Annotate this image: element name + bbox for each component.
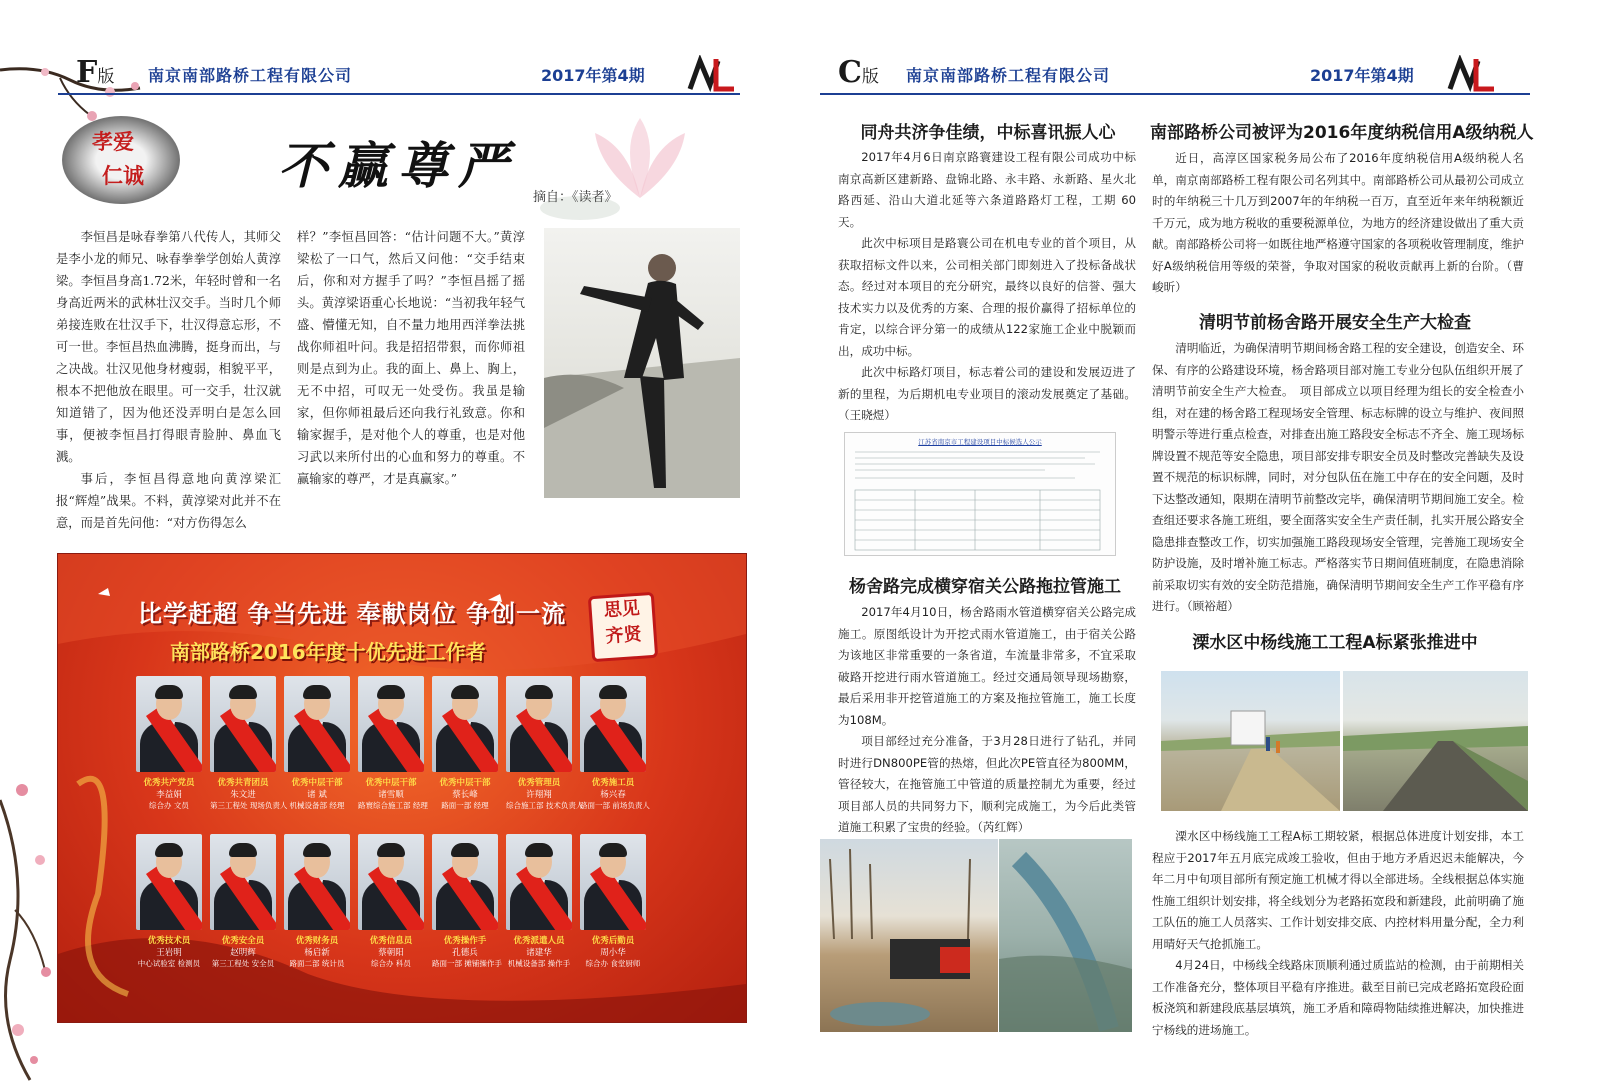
person-portrait [284,676,350,772]
person-portrait [210,676,276,772]
article-paragraph: 2017年4月10日，杨舍路雨水管道横穿宿关公路完成施工。原图纸设计为开挖式雨水管道施工，由于宿关公路为该地区非常重要的一条省道，车流量非常多，不宜采取破路开挖进行雨水管道施工。经过交通局领导现场勘察，最后采用非开挖管道施工的方案及拖拉管施工，施工长度为108M。 [838,605,1136,727]
person-role: 优秀共青团员 [217,778,269,788]
person-name: 赵明辉 [230,948,256,958]
badge-line-2: 仁诚 [102,163,144,188]
person-portrait [432,834,498,930]
person-role: 优秀中层干部 [439,778,491,788]
company-name: 南京南部路桥工程有限公司 [906,66,1111,85]
issue-number: 2017年第4期 [541,66,645,85]
person-name: 蔡朝阳 [378,948,404,958]
person-name: 诸 斌 [307,790,327,800]
person-role: 优秀施工员 [591,778,635,788]
person-portrait [580,834,646,930]
drilling-rig-photo [820,839,998,1032]
person-role: 优秀财务员 [295,936,339,946]
pe-pipe-photo [999,839,1132,1032]
person-unit: 路面一部 前场负责人 [580,801,650,810]
award-person-card [580,834,646,969]
award-person-card [284,676,350,811]
headline-bid-win: 同舟共济争佳绩，中标喜讯振人心 [860,123,1116,143]
person-role: 优秀安全员 [221,936,265,946]
person-role: 优秀中层干部 [365,778,417,788]
article-paragraph: 项目部经过充分准备，于3月28日进行了钻孔，并同时进行DN800PE管的热熔，但此次PE管直径为800MM，管径较大，在拖管施工中管道的质量控制尤为重要，经过项目部人员的共同努力下，顺利完成施工，为今后此类管道施工积累了宝贵的经验。（芮红辉） [838,734,1136,834]
award-subtitle: 南部路桥2016年度十优先进工作者 [170,640,486,664]
person-unit: 第三工程处 现场负责人 [210,801,288,810]
person-unit: 综合施工部 技术负责人 [506,801,584,810]
person-unit: 机械设备部 操作手 [507,959,571,968]
person-name: 王岩明 [156,948,182,958]
person-name: 杨兴春 [600,790,626,800]
person-role: 优秀中层干部 [291,778,343,788]
headline-zhongyang-line: 溧水区中杨线施工工程A标紧张推进中 [1192,633,1478,653]
person-role: 优秀管理员 [517,778,561,788]
person-portrait [358,834,424,930]
masthead-f [0,55,780,99]
article-source: 摘自：《读者》 [533,190,618,205]
document-title: 江苏省南京市工程建设项目中标候选人公示 [918,438,1042,446]
person-unit: 路面二部 统计员 [289,959,345,968]
edition-label: C版 [838,55,879,90]
document-table-graphic [845,446,1115,556]
article-paragraph: 样？”李恒昌回答：“估计问题不大。”黄淳梁松了一口气，然后又问他：“交手结束后，你和对方握手了吗？”李恒昌摇了摇头。黄淳梁语重心长地说：“当初我年轻气盛、懵懂无知，自不量力地用西洋拳法挑战你师祖叶问。我是招招带狠，而你师祖则是点到为止。我的面上、鼻上、胸上，无不中招，可叹无一处受伤。我虽是输家，但你师祖最后还向我行礼致意。你和输家握手，是对他个人的尊重，也是对他习武以来所付出的心血和努力的尊重。不赢输家的尊严，才是真赢家。” [297,230,525,486]
kungfu-master-photo [544,228,740,498]
person-name: 周小华 [600,948,626,958]
person-name: 杨启新 [304,948,330,958]
article-column-2 [297,226,525,490]
edition-label: F版 [76,55,115,90]
article-paragraph: 近日，高淳区国家税务局公布了2016年度纳税信用A级纳税人名单，南京南部路桥工程有限公司名列其中。南部路桥公司从最初公司成立时的年纳税三十几万到2007年的年纳税一百万，直至近年来年纳税额近千万元，成为地方税收的重要税源单位，为地方的经济建设做出了重大贡献。南部路桥公司将一如既往地严格遵守国家的各项税收管理制度，维护好A级纳税信用等级的荣誉，争取对国家的税收贡献再上新的台阶。（曹峻昕） [1152,151,1524,294]
award-seal [588,592,658,662]
article-column-1 [56,226,281,534]
person-portrait [358,676,424,772]
article-bid-win [838,147,1136,427]
person-name: 诸建华 [526,948,552,958]
article-pipe-jacking [838,602,1136,839]
person-portrait [432,676,498,772]
person-unit: 综合办 文员 [149,801,189,810]
person-portrait [210,834,276,930]
person-role: 优秀操作手 [443,936,487,946]
page-f [0,0,780,1090]
article-paragraph: 事后，李恒昌得意地向黄淳梁汇报“辉煌”战果。不料，黄淳梁对此并不在意，而是首先问他：“对方伤得怎么 [56,472,281,530]
person-portrait [136,834,202,930]
masthead-rule [820,93,1530,95]
award-person-card [210,834,276,969]
award-person-card [506,676,584,811]
article-zhongyang-line [1152,826,1524,1041]
person-role: 优秀后勤员 [591,936,635,946]
award-person-card [358,834,424,969]
road-construction-photo-2 [1343,671,1528,811]
award-person-card [136,834,202,969]
company-logo-icon [686,55,736,93]
award-person-card [432,676,498,811]
award-person-card [506,834,572,969]
bid-announcement-document [844,432,1116,556]
headline-tax-credit: 南部路桥公司被评为2016年度纳税信用A级纳税人 [1150,123,1534,143]
person-unit: 路面一部 摊铺操作手 [432,959,502,968]
seal-line-2: 齐贤 [604,623,643,648]
page-c [820,0,1600,1090]
road-construction-photo-1 [1161,671,1340,811]
column-badge [62,116,180,204]
person-portrait [284,834,350,930]
person-name: 诸雪顺 [378,790,404,800]
article-paragraph: 此次中标项目是路寰公司在机电专业的首个项目，从获取招标文件以来，公司相关部门即刻进入了投标备战状态。经过对本项目的充分研究，最终以良好的信誉、强大技术实力以及优秀的方案、合理的报价赢得了招标单位的肯定，以综合评分第一的成绩从122家施工企业中脱颖而出，成功中标。 [838,236,1136,358]
article-paragraph: 4月24日，中杨线全线路床顶顺利通过质监站的检测，由于前期相关工作准备充分，整体项目平稳有序推进。截至目前已完成老路拓宽段砼面板浇筑和新建段底基层填筑，施工矛盾和障碍物陆续推进解决，加快推进宁杨线的进场施工。 [1152,958,1524,1037]
headline-pipe-jacking: 杨舍路完成横穿宿关公路拖拉管施工 [849,577,1121,597]
masthead-c [820,55,1600,99]
company-logo-icon [1446,55,1496,93]
person-unit: 机械设备部 经理 [289,801,345,810]
issue-number: 2017年第4期 [1310,66,1414,85]
person-name: 蔡长峰 [452,790,478,800]
article-tax-credit [1152,148,1524,299]
award-person-card [136,676,202,811]
plum-blossom-decoration [0,760,60,1090]
person-unit: 路寰综合施工部 经理 [358,801,428,810]
award-person-card [580,676,650,811]
person-role: 优秀共产党员 [143,778,195,788]
person-portrait [506,676,572,772]
person-name: 孔德兵 [452,948,478,958]
article-paragraph: 清明临近，为确保清明节期间杨舍路工程的安全建设，创造安全、环保、有序的公路建设环境，杨舍路项目部对施工专业分包队伍组织开展了清明节前安全生产大检查。 项目部成立以项目经理为组长的安全检查小组，对在建的杨舍路工程现场安全管理、标志标牌的设立与维护、夜间照明警示等进行重点检查，对排查出施工路段安全标志不齐全、施工现场标牌设置不规范等安全隐患，项目部安排专职安全员及时整改完善缺失及设置不规范的标识标牌，同时，对分包队伍在施工中存在的安全问题，及时下达整改通知，限期在清明节前整改完毕，确保清明节期间施工安全。检查组还要求各施工班组，要全面落实安全生产责任制，扎实开展公路安全隐患排查整改工作，切实加强施工路段现场安全管理，完善施工现场安全防护设施，及时增补施工标志。严格落实节日期间值班制度，在隐患消除前采取切实有效的安全防范措施，确保清明节期间安全生产工作平稳有序进行。（顾裕超） [1152,341,1524,613]
person-unit: 综合办 食堂厨师 [585,959,641,968]
award-person-card [432,834,502,969]
person-name: 朱文进 [230,790,256,800]
person-name: 李益娟 [156,790,182,800]
person-portrait [580,676,646,772]
person-unit: 综合办 科员 [371,959,411,968]
person-name: 许翔翔 [526,790,552,800]
person-role: 优秀技术员 [147,936,191,946]
person-unit: 中心试验室 检测员 [137,959,201,968]
company-name: 南京南部路桥工程有限公司 [148,66,353,85]
article-paragraph: 2017年4月6日南京路寰建设工程有限公司成功中标南京高新区建新路、盘锦北路、永丰路、永新路、星火北路西延、沿山大道北延等六条道路路灯工程，工期 60 天。 [838,150,1136,229]
article-title: 不赢尊严 [278,136,518,195]
award-person-card [358,676,428,811]
lotus-decoration [540,108,740,228]
headline-safety-check: 清明节前杨舍路开展安全生产大检查 [1199,313,1471,333]
article-safety-check [1152,338,1524,618]
award-banner [57,553,747,1023]
award-person-card [284,834,350,969]
person-role: 优秀派遣人员 [513,936,565,946]
award-slogan: 比学赶超 争当先进 奉献岗位 争创一流 [138,600,567,628]
person-portrait [506,834,572,930]
badge-line-1: 孝爱 [92,129,134,154]
person-portrait [136,676,202,772]
article-paragraph: 溧水区中杨线施工工程A标工期较紧，根据总体进度计划安排，本工程应于2017年五月底完成竣工验收，但由于地方矛盾迟迟未能解决，今年二月中旬项目部所有预定施工机械才得以全部进场。全线根据总体实施性施工组织计划安排，将全线划分为老路拓宽段和新建段，此前明确了施工队伍的施工人员落实、工作计划安排交底、内控材料用量分配，全力利用晴好天气抢抓施工。 [1152,829,1524,951]
award-person-card [210,676,288,811]
article-paragraph: 此次中标路灯项目，标志着公司的建设和发展迈进了新的里程，为后期机电专业项目的滚动发展奠定了基础。（王晓煜） [838,365,1136,422]
seal-line-1: 思见 [603,597,641,622]
masthead-rule [58,93,740,95]
person-role: 优秀信息员 [369,936,413,946]
person-unit: 路面一部 经理 [441,801,489,810]
person-unit: 第三工程处 安全员 [211,959,275,968]
article-paragraph: 李恒昌是咏春拳第八代传人，其师父是李小龙的师兄、咏春拳拳学创始人黄淳梁。李恒昌身高1.72米，年轻时曾和一名身高近两米的武林壮汉交手。当时几个师弟接连败在壮汉手下，壮汉得意忘形，不可一世。李恒昌热血沸腾，挺身而出，与之决战。壮汉见他身材瘦弱，相貌平平，根本不把他放在眼里。可一交手，壮汉就知道错了，因为他还没弄明白是怎么回事，便被李恒昌打得眼青脸肿、鼻血飞溅。 [56,230,281,464]
